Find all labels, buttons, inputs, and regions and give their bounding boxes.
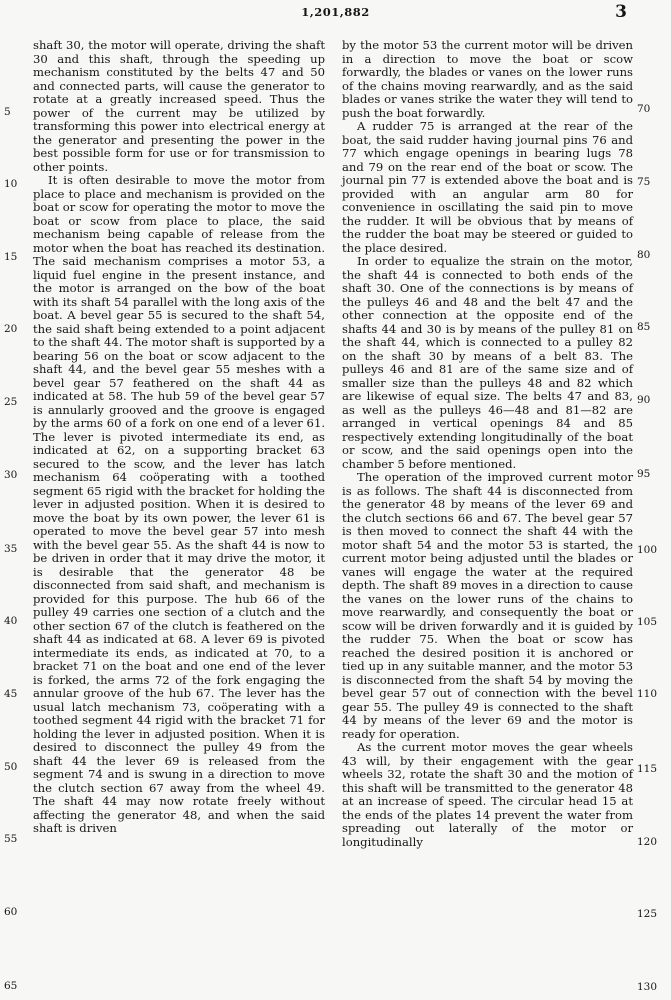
line-number-right: 130 <box>637 981 658 993</box>
line-number-right: 85 <box>637 321 651 333</box>
right-paragraph-5: As the current motor moves the gear wheels 43 will, by their engagement with the gear wheels 32, rotate the shaft 30 and the motion of this shaft will be transmitted to the generator 48 at an increase of speed. The circular head 15 at the ends of the plates 14 prevent the water from spreading out laterally of the motor or longitudinally <box>342 740 633 849</box>
line-number-left: 45 <box>4 688 18 700</box>
line-number-left: 25 <box>4 396 18 408</box>
line-number-left: 55 <box>4 833 18 845</box>
line-number-right: 115 <box>637 763 658 775</box>
line-number-left: 30 <box>4 469 18 481</box>
line-number-right: 75 <box>637 176 651 188</box>
line-number-right: 100 <box>637 544 658 556</box>
line-number-left: 10 <box>4 178 18 190</box>
line-number-left: 5 <box>4 106 11 118</box>
line-number-right: 105 <box>637 616 658 628</box>
right-paragraph-2: A rudder 75 is arranged at the rear of the boat, the said rudder having journal pins 76 and 77 which engage openings in bearing lugs 78 and 79 on the rear end of the boat or scow. The journal pin 77 is extended above the boat and is provided with an angular arm 80 for convenience in oscillating the said pin to move the rudder. It will be obvious that by means of the rudder the boat may be steered or guided to the place desired. <box>342 119 633 255</box>
right-column <box>342 39 633 999</box>
right-paragraph-1: by the motor 53 the current motor will be driven in a direction to move the boat or scow forwardly, the blades or vanes on the lower runs of the chains moving rearwardly, and as the said blades or vanes strike the water they will tend to push the boat forwardly. <box>342 38 633 120</box>
line-number-right: 80 <box>637 249 651 261</box>
right-paragraph-4: The operation of the improved current motor is as follows. The shaft 44 is disconnected from the generator 48 by means of the lever 69 and the clutch sections 66 and 67. The bevel gear 57 is then moved to connect the shaft 44 with the motor shaft 54 and the motor 53 is started, the current motor being adjusted until the blades or vanes will engage the water at the required depth. The shaft 89 moves in a direction to cause the vanes on the lower runs of the chains to move rearwardly, and consequently the boat or scow will be driven forwardly and it is guided by the rudder 75. When the boat or scow has reached the desired position it is anchored or tied up in any suitable manner, and the motor 53 is disconnected from the shaft 54 by moving the bevel gear 57 out of connection with the bevel gear 55. The pulley 49 is connected to the shaft 44 by means of the lever 69 and the motor is ready for operation. <box>342 470 633 741</box>
line-number-left: 65 <box>4 980 18 992</box>
line-number-right: 90 <box>637 394 651 406</box>
line-number-right: 110 <box>637 688 658 700</box>
line-number-left: 20 <box>4 323 18 335</box>
line-number-left: 50 <box>4 761 18 773</box>
patent-number: 1,201,882 <box>301 5 370 19</box>
line-number-left: 15 <box>4 251 18 263</box>
left-column <box>33 39 325 999</box>
line-number-left: 60 <box>4 906 18 918</box>
line-number-right: 70 <box>637 103 651 115</box>
page-header <box>0 0 671 30</box>
line-number-right: 95 <box>637 468 651 480</box>
left-paragraph-2: It is often desirable to move the motor from place to place and mechanism is provided on the boat or scow for operating the motor to move the boat or scow from place to place, the said mechanism being capable of release from the motor when the boat has reached its destination. The said mechanism comprises a motor 53, a liquid fuel engine in the present instance, and the motor is arranged on the bow of the boat with its shaft 54 parallel with the long axis of the boat. A bevel gear 55 is secured to the shaft 54, the said shaft being extended to a point adjacent to the shaft 44. The motor shaft is supported by a bearing 56 on the boat or scow adjacent to the shaft 44, and the bevel gear 55 meshes with a bevel gear 57 feathered on the shaft 44 as indicated at 58. The hub 59 of the bevel gear 57 is annularly grooved and the groove is engaged by the arms 60 of a fork on one end of a lever 61. The lever is pivoted intermediate its end, as indicated at 62, on a supporting bracket 63 secured to the scow, and the lever has latch mechanism 64 coöperating with a toothed segment 65 rigid with the bracket for holding the lever in adjusted position. When it is desired to move the boat by its own power, the lever 61 is operated to move the bevel gear 57 into mesh with the bevel gear 55. As the shaft 44 is now to be driven in order that it may drive the motor, it is desirable that the generator 48 be disconnected from said shaft, and mechanism is provided for this purpose. The hub 66 of the pulley 49 carries one section of a clutch and the other section 67 of the clutch is feathered on the shaft 44 as indicated at 68. A lever 69 is pivoted intermediate its ends, as indicated at 70, to a bracket 71 on the boat and one end of the lever is forked, the arms 72 of the fork engaging the annular groove of the hub 67. The lever has the usual latch mechanism 73, coöperating with a toothed segment 44 rigid with the bracket 71 for holding the lever in adjusted position. When it is desired to disconnect the pulley 49 from the shaft 44 the lever 69 is released from the segment 74 and is swung in a direction to move the clutch section 67 away from the wheel 49. The shaft 44 may now rotate freely without affecting the generator 48, and when the said shaft is driven <box>33 173 325 835</box>
left-paragraph-1: shaft 30, the motor will operate, driving the shaft 30 and this shaft, through the speeding up mechanism constituted by the belts 47 and 50 and connected parts, will cause the generator to rotate at a greatly increased speed. Thus the power of the current may be utilized by transforming this power into electrical energy at the generator and presenting the power in the best possible form for use or for transmission to other points. <box>33 38 325 174</box>
line-number-left: 40 <box>4 615 18 627</box>
right-paragraph-3: In order to equalize the strain on the motor, the shaft 44 is connected to both ends of the shaft 30. One of the connections is by means of the pulleys 46 and 48 and the belt 47 and the other connection at the opposite end of the shafts 44 and 30 is by means of the pulley 81 on the shaft 44, which is connected to a pulley 82 on the shaft 30 by means of a belt 83. The pulleys 46 and 81 are of the same size and of smaller size than the pulleys 48 and 82 which are likewise of equal size. The belts 47 and 83, as well as the pulleys 46—48 and 81—82 are arranged in vertical openings 84 and 85 respectively extending longitudinally of the boat or scow, and the said openings open into the chamber 5 before mentioned. <box>342 254 633 471</box>
page-number: 3 <box>615 2 627 22</box>
line-number-right: 125 <box>637 908 658 920</box>
line-number-right: 120 <box>637 836 658 848</box>
line-number-left: 35 <box>4 543 18 555</box>
